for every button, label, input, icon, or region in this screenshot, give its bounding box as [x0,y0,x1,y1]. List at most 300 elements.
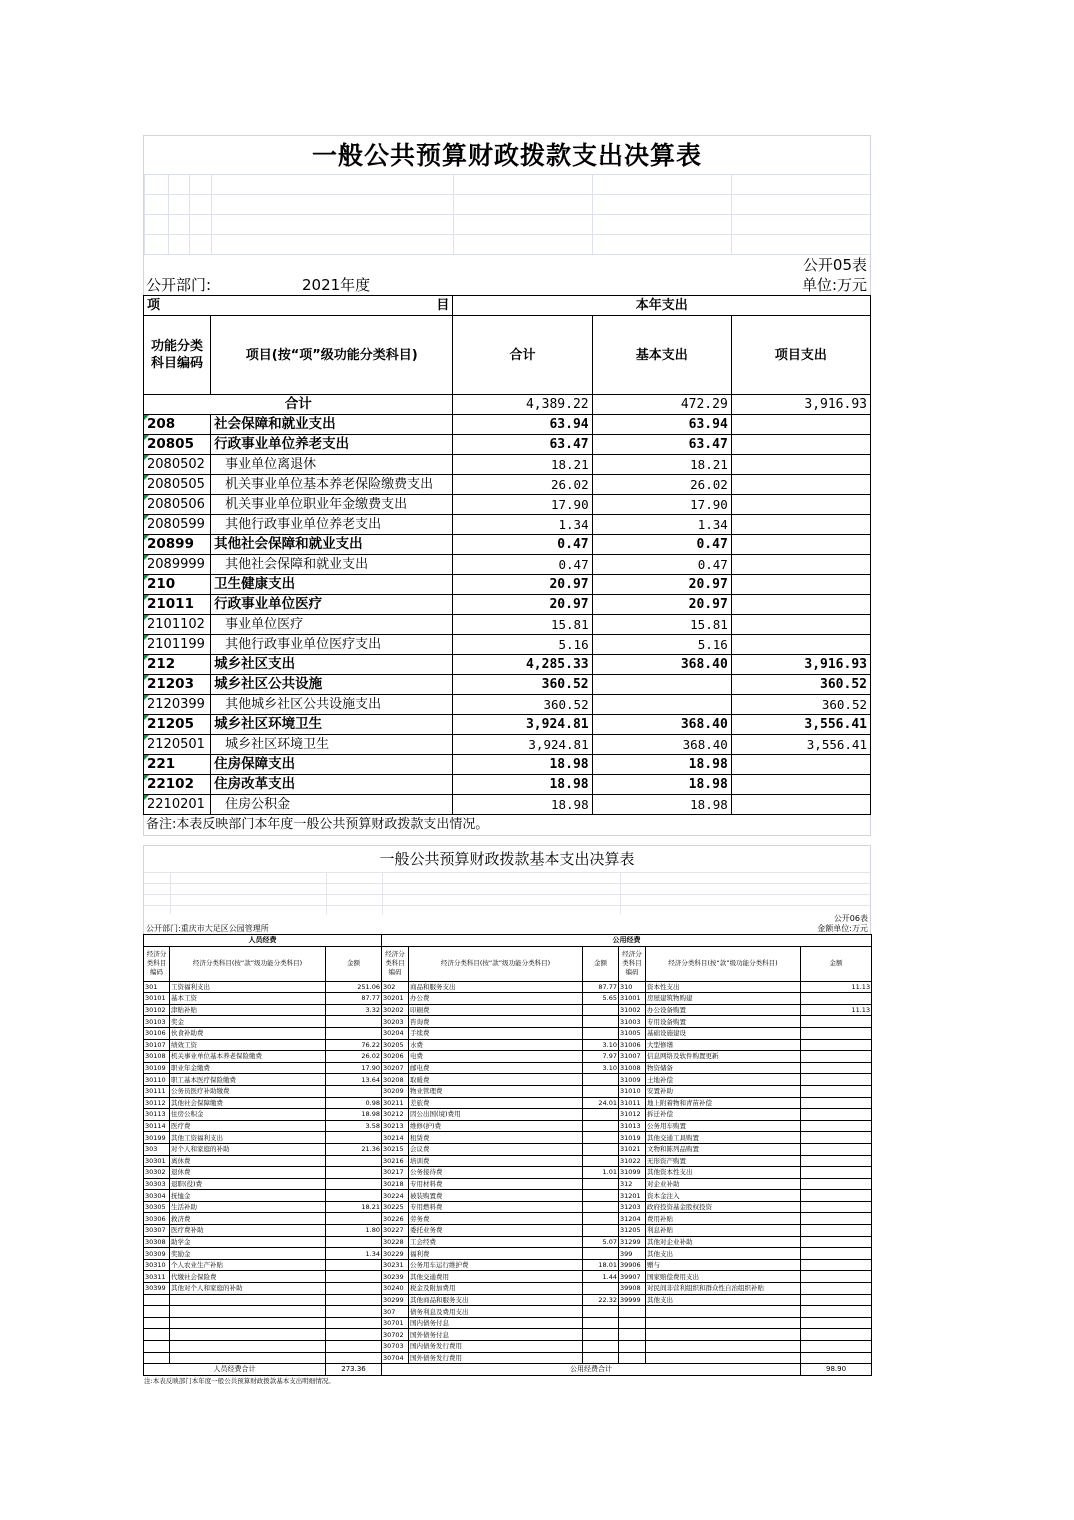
p-code [144,1352,170,1364]
table1-form-no-row [143,254,871,275]
c-code: 31001 [619,993,646,1005]
c-amount [801,1097,872,1109]
p-code [144,1306,170,1318]
c-amount: 11.13 [801,1004,872,1016]
row-code: 2080502 [144,455,211,475]
row-name: 城乡社区支出 [211,655,453,675]
table2-unit: 金额单位:万元 [817,924,868,933]
p-amount: 87.77 [326,993,382,1005]
c-code: 31021 [619,1143,646,1155]
table1-header-code: 功能分类科目编码 [144,316,211,395]
table2-body [144,981,872,1364]
row-total: 4,285.33 [453,655,592,675]
g-name: 公务接待费 [409,1167,583,1179]
table2-form-no: 公开06表 [833,914,868,923]
row-code: 21011 [144,595,211,615]
c-name: 其他支出 [646,1248,801,1260]
table1-header-name: 项目(按“项”级功能分类科目) [211,316,453,395]
row-basic: 368.40 [592,655,731,675]
table2-row [144,1109,872,1121]
total-basic: 472.29 [592,395,731,415]
c-code: 31012 [619,1109,646,1121]
row-project [731,615,870,635]
p-name: 其他工资福利支出 [170,1132,326,1144]
row-name: 行政事业单位养老支出 [211,435,453,455]
c-code: 39908 [619,1283,646,1295]
c-code: 39907 [619,1271,646,1283]
table2-meta-row [143,924,871,934]
row-basic: 17.90 [592,495,731,515]
c-name: 对企业补助 [646,1178,801,1190]
p-name: 个人农业生产补贴 [170,1259,326,1271]
g-amount [583,1306,619,1318]
table1-title: 一般公共预算财政拨款支出决算表 [143,135,871,174]
basic-expenditure-table [143,845,871,1386]
table1-row [144,735,871,755]
p-code: 30305 [144,1201,170,1213]
p-name: 职工基本医疗保险缴费 [170,1074,326,1086]
g-code: 30208 [382,1074,409,1086]
p-code: 30113 [144,1109,170,1121]
g-amount: 3.10 [583,1062,619,1074]
table2-row [144,1352,872,1364]
c-name: 政府投资基金股权投资 [646,1201,801,1213]
row-code: 2120501 [144,735,211,755]
c-amount [801,1317,872,1329]
table2-row [144,1283,872,1295]
row-name: 机关事业单位职业年金缴费支出 [211,495,453,515]
table1-row [144,415,871,435]
g-amount [583,1201,619,1213]
row-project [731,455,870,475]
g-code: 30224 [382,1190,409,1202]
g-amount: 3.10 [583,1039,619,1051]
c-name [646,1329,801,1341]
total-project: 3,916.93 [731,395,870,415]
p-amount: 3.32 [326,1004,382,1016]
g-code: 30217 [382,1167,409,1179]
row-name: 其他城乡社区公共设施支出 [211,695,453,715]
header-item-start: 项 [147,298,161,313]
p-code: 30302 [144,1167,170,1179]
g-amount [583,1085,619,1097]
c-code: 31203 [619,1201,646,1213]
c-code: 399 [619,1248,646,1260]
total-label: 合计 [144,395,453,415]
c-code: 31011 [619,1097,646,1109]
p-code: 30102 [144,1004,170,1016]
row-project [731,575,870,595]
row-code: 22102 [144,775,211,795]
c-name: 费用补贴 [646,1213,801,1225]
c-name: 信息网络及软件购置更新 [646,1051,801,1063]
table2-row [144,1329,872,1341]
p-code: 30108 [144,1051,170,1063]
g-code: 30216 [382,1155,409,1167]
g-amount [583,1329,619,1341]
table1-row [144,595,871,615]
p-amount: 0.98 [326,1097,382,1109]
c-name: 基础设施建设 [646,1027,801,1039]
row-name: 机关事业单位基本养老保险缴费支出 [211,475,453,495]
row-code: 2080599 [144,515,211,535]
table2-row [144,1027,872,1039]
p-code: 30112 [144,1097,170,1109]
row-total: 18.98 [453,755,592,775]
hdr-amount-2: 金额 [583,946,619,981]
g-name: 印刷费 [409,1004,583,1016]
c-amount [801,1329,872,1341]
g-amount [583,1027,619,1039]
c-amount [801,1016,872,1028]
c-code: 31205 [619,1225,646,1237]
g-amount [583,1109,619,1121]
table2-row [144,1132,872,1144]
c-name: 房屋建筑物购建 [646,993,801,1005]
c-code: 31002 [619,1004,646,1016]
c-amount [801,1213,872,1225]
g-amount: 7.97 [583,1051,619,1063]
p-code: 30199 [144,1132,170,1144]
g-amount [583,1132,619,1144]
p-code: 30109 [144,1062,170,1074]
g-code: 30228 [382,1236,409,1248]
g-name: 办公费 [409,993,583,1005]
row-basic: 18.21 [592,455,731,475]
table1-note: 备注:本表反映部门本年度一般公共预算财政拨款支出情况。 [143,815,871,836]
c-code: 31010 [619,1085,646,1097]
row-name: 住房保障支出 [211,755,453,775]
row-code: 2089999 [144,555,211,575]
row-code: 2101102 [144,615,211,635]
table2-total-row [144,1364,872,1376]
c-name: 资本性支出 [646,981,801,993]
g-amount [583,1178,619,1190]
table1-header-basic: 基本支出 [592,316,731,395]
p-name: 退休费 [170,1167,326,1179]
g-name: 专用燃料费 [409,1201,583,1213]
g-name: 手续费 [409,1027,583,1039]
c-name: 物资储备 [646,1062,801,1074]
row-basic: 20.97 [592,595,731,615]
row-basic: 5.16 [592,635,731,655]
row-total: 5.16 [453,635,592,655]
row-total: 63.47 [453,435,592,455]
table1-row [144,555,871,575]
table1-row [144,435,871,455]
c-amount [801,1352,872,1364]
g-name: 国内债务付息 [409,1317,583,1329]
row-code: 212 [144,655,211,675]
row-project: 360.52 [731,675,870,695]
p-amount [326,1213,382,1225]
g-amount [583,1143,619,1155]
row-name: 事业单位医疗 [211,615,453,635]
p-name: 退职(役)费 [170,1178,326,1190]
c-name: 大型修缮 [646,1039,801,1051]
c-code: 31019 [619,1132,646,1144]
p-name: 工资福利支出 [170,981,326,993]
table1-row [144,695,871,715]
row-name: 其他社会保障和就业支出 [211,535,453,555]
table2-dept: 公开部门:重庆市大足区公园管理所 [146,924,269,933]
g-code: 30213 [382,1120,409,1132]
row-name: 行政事业单位医疗 [211,595,453,615]
p-amount [326,1352,382,1364]
c-code: 31007 [619,1051,646,1063]
row-project [731,595,870,615]
g-code: 30239 [382,1271,409,1283]
table2-row [144,1016,872,1028]
c-amount [801,1085,872,1097]
row-code: 221 [144,755,211,775]
g-name: 培训费 [409,1155,583,1167]
row-name: 其他社会保障和就业支出 [211,555,453,575]
g-name: 福利费 [409,1248,583,1260]
p-amount [326,1027,382,1039]
row-total: 1.34 [453,515,592,535]
p-amount: 21.36 [326,1143,382,1155]
row-code: 208 [144,415,211,435]
c-name: 资本金注入 [646,1190,801,1202]
row-basic: 18.98 [592,775,731,795]
c-code: 39999 [619,1294,646,1306]
row-name: 住房改革支出 [211,775,453,795]
p-code: 301 [144,981,170,993]
c-code: 31013 [619,1120,646,1132]
row-name: 卫生健康支出 [211,575,453,595]
g-amount [583,1213,619,1225]
p-code [144,1329,170,1341]
row-name: 城乡社区环境卫生 [211,715,453,735]
c-code: 31204 [619,1213,646,1225]
p-code: 30106 [144,1027,170,1039]
p-code: 30304 [144,1190,170,1202]
row-basic: 1.34 [592,515,731,535]
group-personnel: 人员经费 [144,935,382,947]
table1-header-item [144,296,453,316]
table2-row [144,993,872,1005]
row-project [731,755,870,775]
row-project [731,495,870,515]
p-name: 基本工资 [170,993,326,1005]
row-total: 18.98 [453,795,592,815]
c-name: 公务用车购置 [646,1120,801,1132]
g-name: 其他商品和服务支出 [409,1294,583,1306]
p-name: 医疗费 [170,1120,326,1132]
row-total: 20.97 [453,595,592,615]
g-code: 30701 [382,1317,409,1329]
row-basic: 18.98 [592,795,731,815]
table1-unit: 单位:万元 [801,276,867,294]
p-amount: 18.21 [326,1201,382,1213]
c-name [646,1317,801,1329]
p-amount [326,1294,382,1306]
g-code: 30704 [382,1352,409,1364]
table2-row [144,1051,872,1063]
c-name: 地上附着物和青苗补偿 [646,1097,801,1109]
p-amount: 251.06 [326,981,382,993]
g-code: 30229 [382,1248,409,1260]
g-name: 国外债务付息 [409,1329,583,1341]
g-amount: 1.01 [583,1167,619,1179]
header-item-end: 目 [436,298,450,313]
row-project [731,635,870,655]
g-code: 30703 [382,1341,409,1353]
table2-title: 一般公共预算财政拨款基本支出决算表 [143,845,871,872]
table1-header-total: 合计 [453,316,592,395]
row-basic [592,675,731,695]
row-total: 20.97 [453,575,592,595]
c-code: 31299 [619,1236,646,1248]
p-code: 30311 [144,1271,170,1283]
g-name: 债务利息及费用支出 [409,1306,583,1318]
p-amount: 26.02 [326,1051,382,1063]
p-name: 奖金 [170,1016,326,1028]
p-name: 救济费 [170,1213,326,1225]
c-amount [801,1190,872,1202]
g-code: 30206 [382,1051,409,1063]
table1-row [144,635,871,655]
row-project [731,475,870,495]
c-amount [801,1132,872,1144]
g-code: 307 [382,1306,409,1318]
c-amount [801,1027,872,1039]
p-amount: 3.58 [326,1120,382,1132]
p-amount [326,1167,382,1179]
table2-row [144,1225,872,1237]
c-name: 其他支出 [646,1294,801,1306]
p-amount: 13.64 [326,1074,382,1086]
g-code: 30205 [382,1039,409,1051]
c-name: 拆迁补偿 [646,1109,801,1121]
table1-row [144,455,871,475]
g-name: 劳务费 [409,1213,583,1225]
row-project [731,535,870,555]
table2-row [144,1201,872,1213]
g-name: 咨询费 [409,1016,583,1028]
row-name: 城乡社区环境卫生 [211,735,453,755]
g-amount [583,1120,619,1132]
row-total: 360.52 [453,675,592,695]
hdr-code-3: 经济分类科目编码 [619,946,646,981]
c-name: 其他资本性支出 [646,1167,801,1179]
c-amount [801,1178,872,1190]
p-name [170,1317,326,1329]
row-total: 3,924.81 [453,735,592,755]
c-amount [801,1039,872,1051]
c-name: 其他交通工具购置 [646,1132,801,1144]
g-amount [583,1004,619,1016]
total-amount: 4,389.22 [453,395,592,415]
table1-row [144,715,871,735]
table2-form-no-row [143,914,871,924]
g-code: 30225 [382,1201,409,1213]
table2-row [144,1341,872,1353]
table2-row [144,1074,872,1086]
table2-row [144,1317,872,1329]
row-project [731,415,870,435]
g-amount: 5.07 [583,1236,619,1248]
table1-year: 2021年度 [302,276,371,294]
p-amount [326,1306,382,1318]
c-amount [801,1120,872,1132]
p-code: 30399 [144,1283,170,1295]
table1-header-this-year: 本年支出 [453,296,871,316]
p-code: 30301 [144,1155,170,1167]
row-code: 2210201 [144,795,211,815]
c-code: 31006 [619,1039,646,1051]
p-amount [326,1317,382,1329]
row-total: 17.90 [453,495,592,515]
table2-blank-grid [143,872,871,914]
c-code: 31005 [619,1027,646,1039]
c-code: 312 [619,1178,646,1190]
g-code: 302 [382,981,409,993]
p-code: 30111 [144,1085,170,1097]
g-code: 30209 [382,1085,409,1097]
c-code [619,1317,646,1329]
row-basic: 368.40 [592,715,731,735]
row-code: 20899 [144,535,211,555]
p-amount: 76.22 [326,1039,382,1051]
table2-row [144,1062,872,1074]
table2-row [144,1306,872,1318]
row-project: 360.52 [731,695,870,715]
p-amount [326,1085,382,1097]
c-amount [801,1225,872,1237]
row-basic: 20.97 [592,575,731,595]
g-code: 30202 [382,1004,409,1016]
c-name [646,1341,801,1353]
c-amount [801,1341,872,1353]
table1-header-row-2 [144,316,871,395]
p-amount: 1.34 [326,1248,382,1260]
c-name: 利息补贴 [646,1225,801,1237]
g-name: 委托业务费 [409,1225,583,1237]
c-code: 31003 [619,1016,646,1028]
c-amount: 11.13 [801,981,872,993]
hdr-name-1: 经济分类科目(按“款”级功能分类科目) [170,946,326,981]
table2-row [144,1085,872,1097]
p-code: 30310 [144,1259,170,1271]
c-code: 39906 [619,1259,646,1271]
p-code: 30103 [144,1016,170,1028]
table2-row [144,981,872,993]
table2-row [144,1236,872,1248]
row-total: 18.21 [453,455,592,475]
table1-header-project: 项目支出 [731,316,870,395]
g-amount: 22.32 [583,1294,619,1306]
g-name: 国外债务发行费用 [409,1352,583,1364]
c-name: 土地补偿 [646,1074,801,1086]
g-code: 30207 [382,1062,409,1074]
p-code: 30306 [144,1213,170,1225]
g-amount [583,1155,619,1167]
p-name: 代缴社会保险费 [170,1271,326,1283]
row-code: 2120399 [144,695,211,715]
table1-grid [143,295,871,815]
table1-row [144,495,871,515]
table1-meta-row [143,275,871,295]
table2-row [144,1120,872,1132]
row-basic: 0.47 [592,535,731,555]
row-total: 0.47 [453,555,592,575]
g-amount [583,1283,619,1295]
g-name: 维修(护)费 [409,1120,583,1132]
row-total: 26.02 [453,475,592,495]
g-amount [583,1352,619,1364]
